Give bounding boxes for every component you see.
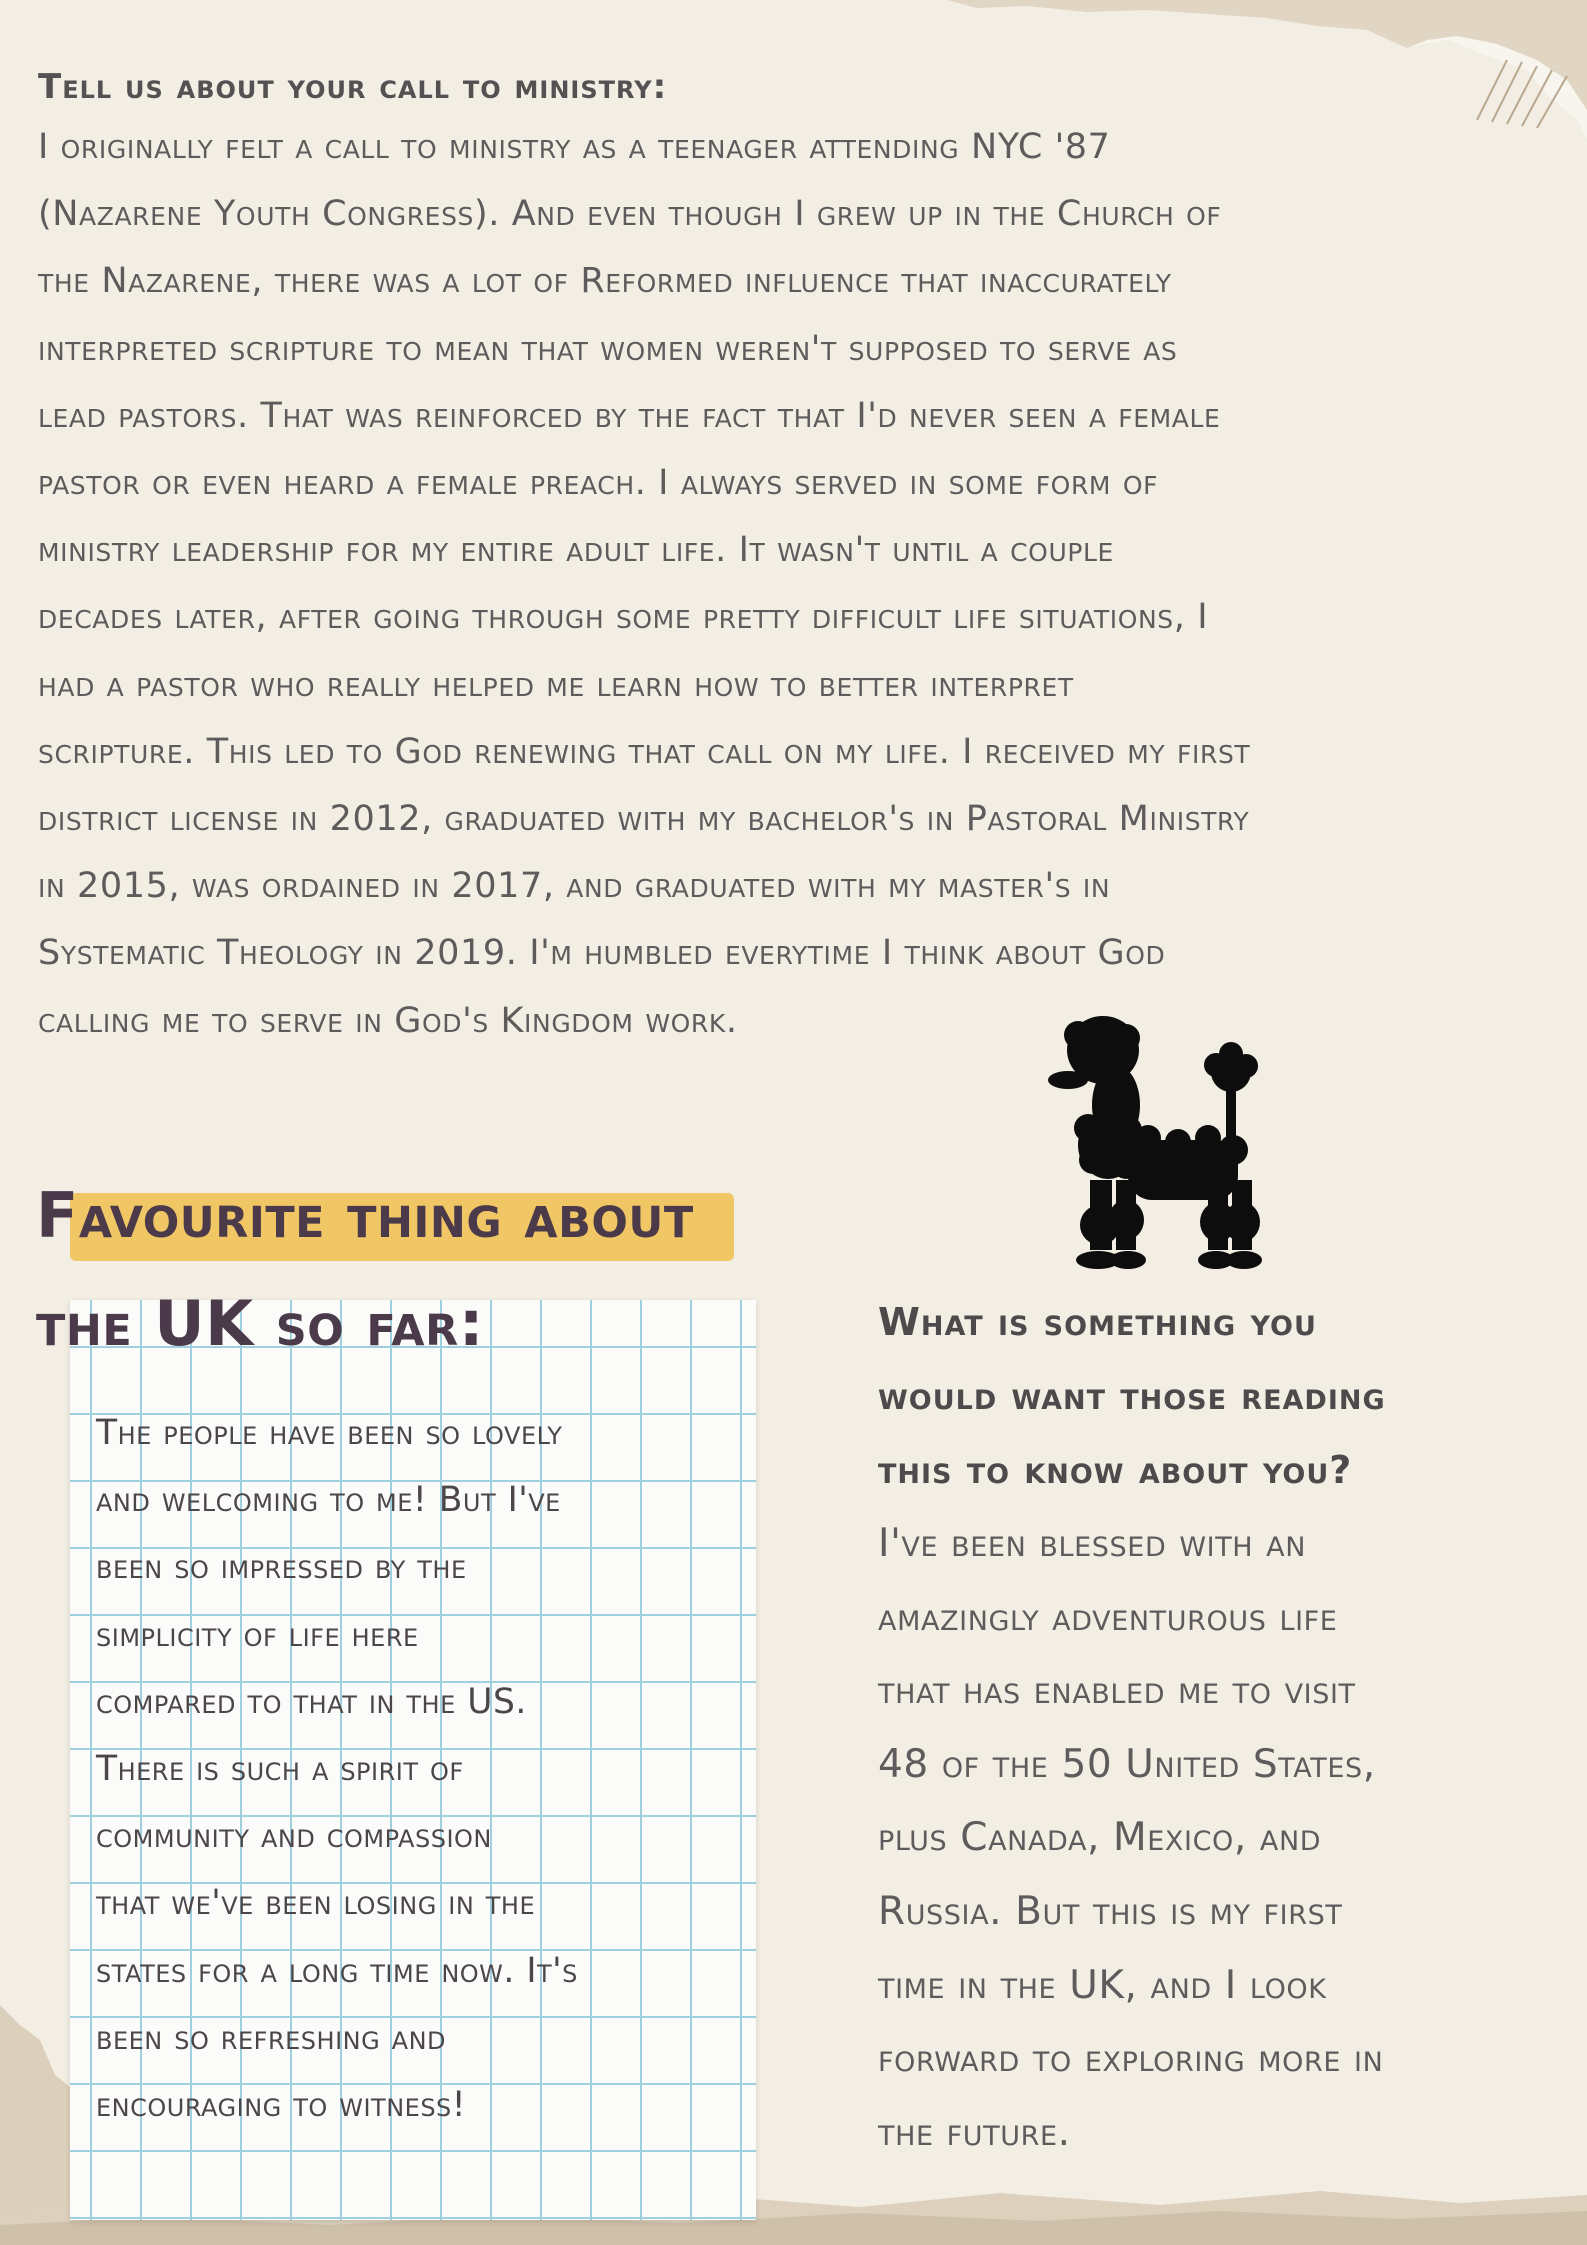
about-you-section xyxy=(878,1285,1568,2169)
ministry-call-heading: Tell us about your call to ministry: xyxy=(38,67,668,107)
about-you-heading: What is something you would want those reading this to know about you? xyxy=(878,1300,1386,1492)
ministry-call-section xyxy=(38,60,1553,1055)
favourite-heading-line-2: the UK so far: xyxy=(36,1287,484,1360)
favourite-heading-line-1: Favourite thing about xyxy=(36,1179,694,1252)
about-you-body: I've been blessed with an amazingly adventurous life that has enabled me to visit 48 of the 50 United States, plus Canada, Mexico, and Russia. But this is my first time in the UK, and I look forward to exploring more in the future. xyxy=(878,1521,1384,2155)
poodle-silhouette-icon xyxy=(1048,1010,1278,1270)
favourite-thing-heading xyxy=(36,1162,816,1378)
ministry-call-body: I originally felt a call to ministry as a teenager attending NYC '87 (Nazarene Youth Congress). And even though I grew up in the Church of the Nazarene, there was a lot of Reformed influence that inaccurately interpreted scripture to mean that women weren't supposed to serve as lead pastors. That was reinforced by the fact that I'd never seen a female pastor or even heard a female preach. I always served in some form of ministry leadership for my entire adult life. It wasn't until a couple decades later, after going through some pretty difficult life situations, I had a pastor who really helped me learn how to better interpret scripture. This led to God renewing that call on my life. I received my first district license in 2012, graduated with my bachelor's in Pastoral Ministry in 2015, was ordained in 2017, and graduated with my master's in Systematic Theology in 2019. I'm humbled everytime I think about God calling me to serve in God's Kingdom work. xyxy=(38,127,1251,1041)
favourite-thing-body: The people have been so lovely and welcoming to me! But I've been so impressed by the simplicity of life here compared to that in the US. There is such a spirit of community and compassion that we've been losing in the states for a long time now. It's been so refreshing and encouraging to witness! xyxy=(96,1413,578,2126)
